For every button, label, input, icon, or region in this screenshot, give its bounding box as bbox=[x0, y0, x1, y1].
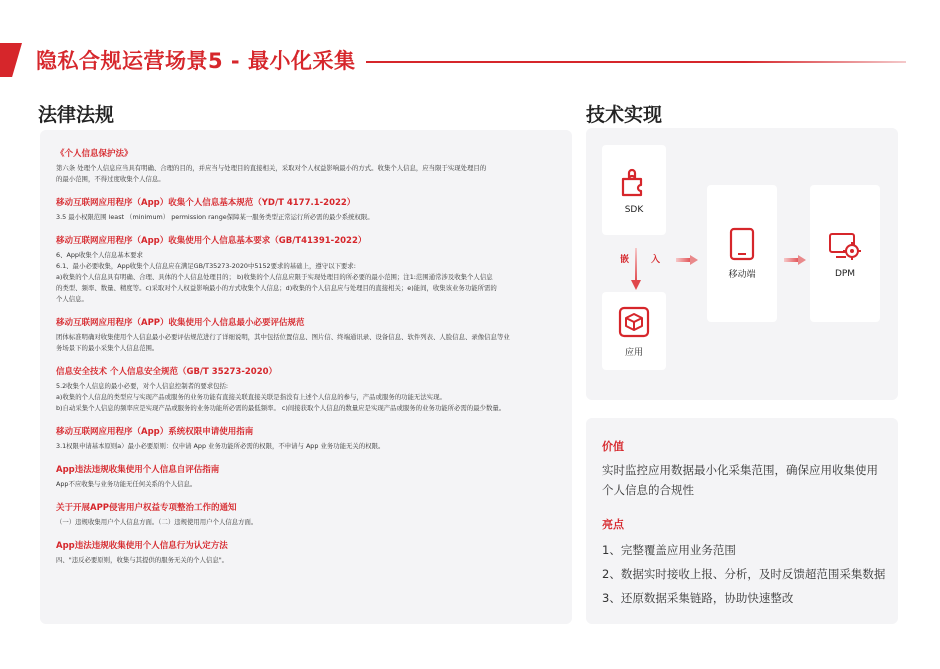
law-title: 移动互联网应用程序（APP）收集使用个人信息最小必要评估规范 bbox=[56, 318, 305, 328]
box-icon bbox=[617, 305, 651, 339]
law-entry bbox=[56, 366, 558, 414]
law-text-line: 6、App收集个人信息基本要求 bbox=[56, 251, 143, 259]
arrow-right-icon bbox=[784, 255, 806, 265]
page-title: 隐私合规运营场景5 - 最小化采集 bbox=[36, 49, 356, 73]
law-text-line: 3.1权限申请基本原则a）最小必要原则：仅申请 App 业务功能所必需的权限，不申请与 App 业务功能无关的权限。 bbox=[56, 442, 385, 450]
law-entry bbox=[56, 540, 558, 566]
gear-screen-icon bbox=[828, 229, 862, 263]
law-title: 移动互联网应用程序（App）收集个人信息基本规范（YD/T 4177.1-2022） bbox=[56, 198, 356, 208]
law-text-line: 第六条 处理个人信息应当具有明确、合理的目的，并应当与处理目的直接相关，采取对个人权益影响最小的方式。收集个人信息，应当限于实现处理目的 bbox=[56, 164, 487, 172]
tablet-icon bbox=[725, 227, 759, 261]
law-text-line: a)收集的个人信息具有明确、合理、具体的个人信息处理目的； b)收集的个人信息应限于实现处理目的所必要的最小范围；注1:范围通常涉及收集个人信息 bbox=[56, 273, 493, 281]
law-text-line: App不应收集与业务功能无任何关系的个人信息。 bbox=[56, 480, 197, 488]
value-text: 实时监控应用数据最小化采集范围，确保应用收集使用个人信息的合规性 bbox=[602, 463, 878, 497]
sdk-tile bbox=[602, 145, 666, 235]
law-text-line: 的最小范围，不得过度收集个人信息。 bbox=[56, 175, 165, 183]
law-text-line: 四、"违反必要原则，收集与其提供的服务无关的个人信息"。 bbox=[56, 556, 229, 564]
value-heading: 价值 bbox=[602, 440, 624, 453]
highlights-heading: 亮点 bbox=[602, 518, 624, 531]
law-text-line: a)收集的个人信息的类型应与实现产品或服务的业务功能有直接关联直接关联是指没有上述个人信息的参与，产品或服务的功能无法实现。 bbox=[56, 393, 446, 401]
embed-label-2: 入 bbox=[650, 255, 660, 265]
highlight-item: 3、还原数据采集链路，协助快速整改 bbox=[602, 591, 794, 605]
law-text-line: 的类型、频率、数量、精度等。c)采取对个人权益影响最小的方式收集个人信息；d)收集的个人信息应与处理目的直接相关；e)能间，收集该业务功能所需的 bbox=[56, 284, 497, 292]
law-title: 信息安全技术 个人信息安全规范（GB/T 35273-2020） bbox=[56, 367, 278, 377]
law-entry bbox=[56, 197, 558, 223]
law-title: 关于开展APP侵害用户权益专项整治工作的通知 bbox=[56, 503, 237, 513]
mobile-label: 移动端 bbox=[728, 270, 756, 280]
embed-label-1: 嵌 bbox=[620, 255, 630, 265]
law-panel bbox=[40, 130, 572, 624]
law-title: App违法违规收集使用个人信息行为认定方法 bbox=[56, 541, 228, 551]
law-text-line: （一）违规收集用户个人信息方面。（二）违规使用用户个人信息方面。 bbox=[56, 518, 258, 526]
law-entry bbox=[56, 426, 558, 452]
law-title: App违法违规收集使用个人信息自评估指南 bbox=[56, 465, 220, 475]
law-text-line: 6.1、最小必要收集，App收集个人信息应在满足GB/T35273-2020中5152要求的基础上，遵守以下要求: bbox=[56, 262, 356, 270]
value-panel bbox=[586, 418, 898, 624]
law-text-line: 务场景下的最小采集个人信息范围。 bbox=[56, 344, 159, 352]
law-text-line: 个人信息。 bbox=[56, 295, 88, 303]
embed-label bbox=[620, 252, 660, 265]
puzzle-icon bbox=[617, 165, 651, 199]
law-text-line: 团体标准明确对收集使用个人信息最小必要评估规范进行了详细说明，其中包括位置信息、图片信、终端通讯录、设备信息、软件列表、人脸信息、录像信息等业 bbox=[56, 333, 510, 341]
law-text-line: b)自动采集个人信息的频率应是实现产品或服务的业务功能所必需的最低频率。 c)间接获取个人信息的数量应是实现产品或服务的业务功能所必需的最少数量。 bbox=[56, 404, 506, 412]
law-text-line: 5.2收集个人信息的最小必要，对个人信息控制者的要求包括: bbox=[56, 382, 229, 390]
dpm-label: DPM bbox=[834, 268, 856, 279]
highlight-item: 1、完整覆盖应用业务范围 bbox=[602, 543, 736, 557]
section-heading-tech: 技术实现 bbox=[586, 104, 663, 126]
law-title: 《个人信息保护法》 bbox=[56, 149, 133, 159]
law-entry bbox=[56, 317, 558, 354]
app-tile bbox=[602, 292, 666, 370]
mobile-tile bbox=[707, 185, 777, 322]
sdk-label: SDK bbox=[624, 205, 644, 215]
law-text-line: 3.5 最小权限范围 least （minimum） permission range保障某一服务类型正常运行所必需的最少系统权限。 bbox=[56, 213, 374, 221]
law-title: 移动互联网应用程序（App）系统权限申请使用指南 bbox=[56, 427, 254, 437]
law-title: 移动互联网应用程序（App）收集使用个人信息基本要求（GB/T41391-2022） bbox=[56, 236, 367, 246]
highlight-item: 2、数据实时接收上报、分析，及时反馈超范围采集数据 bbox=[602, 567, 886, 581]
law-entry bbox=[56, 148, 558, 185]
law-entry bbox=[56, 502, 558, 528]
title-rule bbox=[366, 61, 906, 63]
arrow-right-icon bbox=[676, 255, 698, 265]
section-heading-law: 法律法规 bbox=[38, 104, 115, 126]
header-accent-bar bbox=[0, 43, 22, 77]
law-entry bbox=[56, 464, 558, 490]
app-label: 应用 bbox=[624, 347, 643, 358]
dpm-tile bbox=[810, 185, 880, 322]
law-entry bbox=[56, 235, 558, 305]
